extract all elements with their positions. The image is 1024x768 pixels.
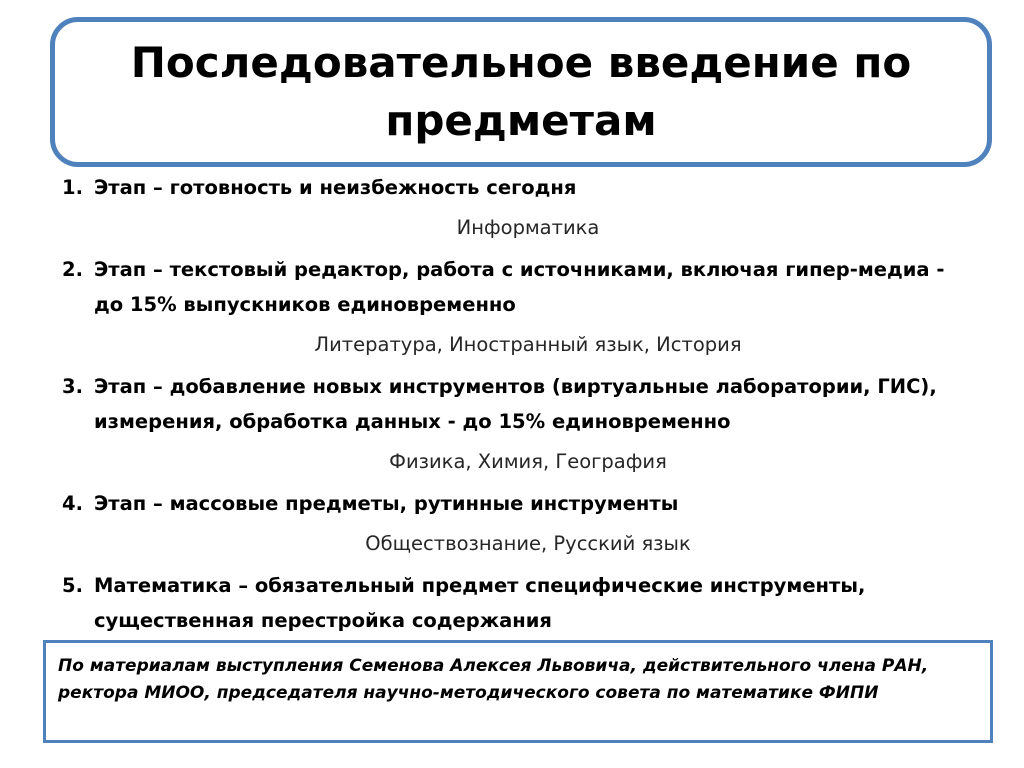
stage-item-4 <box>62 486 962 521</box>
stage-text: Этап – массовые предметы, рутинные инструменты <box>94 492 679 515</box>
stage-subjects: Информатика <box>456 216 600 239</box>
stage-item-2 <box>62 252 962 322</box>
stage-number: 3. <box>62 375 83 398</box>
source-note: По материалам выступления Семенова Алексея Львовича, действительного члена РАН, ректора МИОО, председателя научно-методического совета по математике ФИПИ <box>58 656 929 703</box>
title-box <box>50 17 992 167</box>
stage-number: 5. <box>62 574 83 597</box>
slide-title: Последовательное введение по предметам <box>130 38 912 145</box>
stage-subjects: Литература, Иностранный язык, История <box>314 333 742 356</box>
stage-text: Этап – готовность и неизбежность сегодня <box>94 176 577 199</box>
stage-number: 2. <box>62 258 83 281</box>
stage-item-1 <box>62 170 962 205</box>
source-note-box <box>43 640 993 743</box>
stage-text: Математика – обязательный предмет специфические инструменты, существенная перестройка содержания <box>94 574 866 632</box>
stage-text: Этап – текстовый редактор, работа с источниками, включая гипер-медиа - до 15% выпускников единовременно <box>94 258 945 316</box>
stages-list <box>62 170 962 638</box>
stage-number: 4. <box>62 492 83 515</box>
stage-number: 1. <box>62 176 83 199</box>
stage-subjects: Физика, Химия, География <box>389 450 667 473</box>
stage-item-3 <box>62 369 962 439</box>
stage-subjects: Обществознание, Русский язык <box>365 532 691 555</box>
stage-text: Этап – добавление новых инструментов (виртуальные лаборатории, ГИС), измерения, обработка данных - до 15% единовременно <box>94 375 937 433</box>
stage-item-5 <box>62 568 962 638</box>
